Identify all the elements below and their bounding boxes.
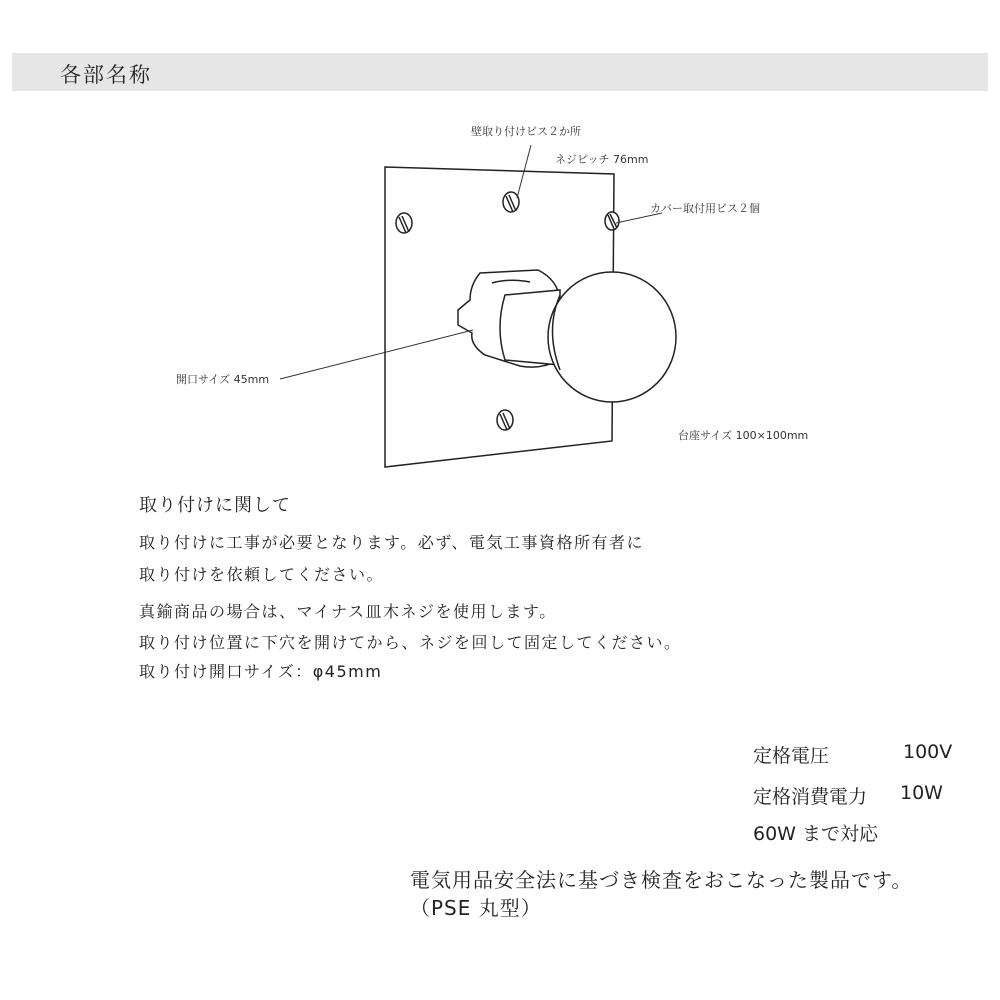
callout-opening-size: 開口サイズ 45mm [176, 373, 270, 386]
installation-text-line: 取り付けに工事が必要となります。必ず、電気工事資格所有者に [139, 533, 644, 552]
screw-top [503, 192, 519, 212]
section-title: 各部名称 [60, 63, 152, 87]
rated-voltage-label: 定格電圧 [753, 745, 830, 767]
rated-voltage-value: 100V [903, 741, 953, 763]
certification-line: 電気用品安全法に基づき検査をおこなった製品です。 [410, 868, 913, 892]
callout-cover-screws: カバー取付用ビス２個 [650, 202, 760, 215]
rated-power-value: 10W [900, 782, 943, 804]
screw-right [605, 212, 619, 230]
rated-power-label: 定格消費電力 [753, 786, 868, 808]
compat-note: 60W まで対応 [753, 823, 879, 845]
installation-text-line: 取り付けを依頼してください。 [139, 565, 385, 584]
callout-screw-pitch: ネジピッチ 76mm [555, 153, 649, 166]
installation-text-line: 真鍮商品の場合は、マイナス皿木ネジを使用します。 [139, 602, 557, 621]
callout-wall-screws: 壁取り付けビス２か所 [471, 125, 581, 138]
certification-type: （PSE 丸型） [410, 896, 542, 920]
screw-left [396, 213, 412, 233]
bulb [548, 272, 676, 402]
callout-base-size: 台座サイズ 100×100mm [678, 429, 809, 442]
installation-text-line: 取り付け位置に下穴を開けてから、ネジを回して固定してください。 [139, 633, 682, 652]
installation-title: 取り付けに関して [139, 495, 291, 516]
installation-text-line: 取り付け開口サイズ：φ45mm [139, 662, 383, 681]
screw-bottom [497, 410, 513, 430]
